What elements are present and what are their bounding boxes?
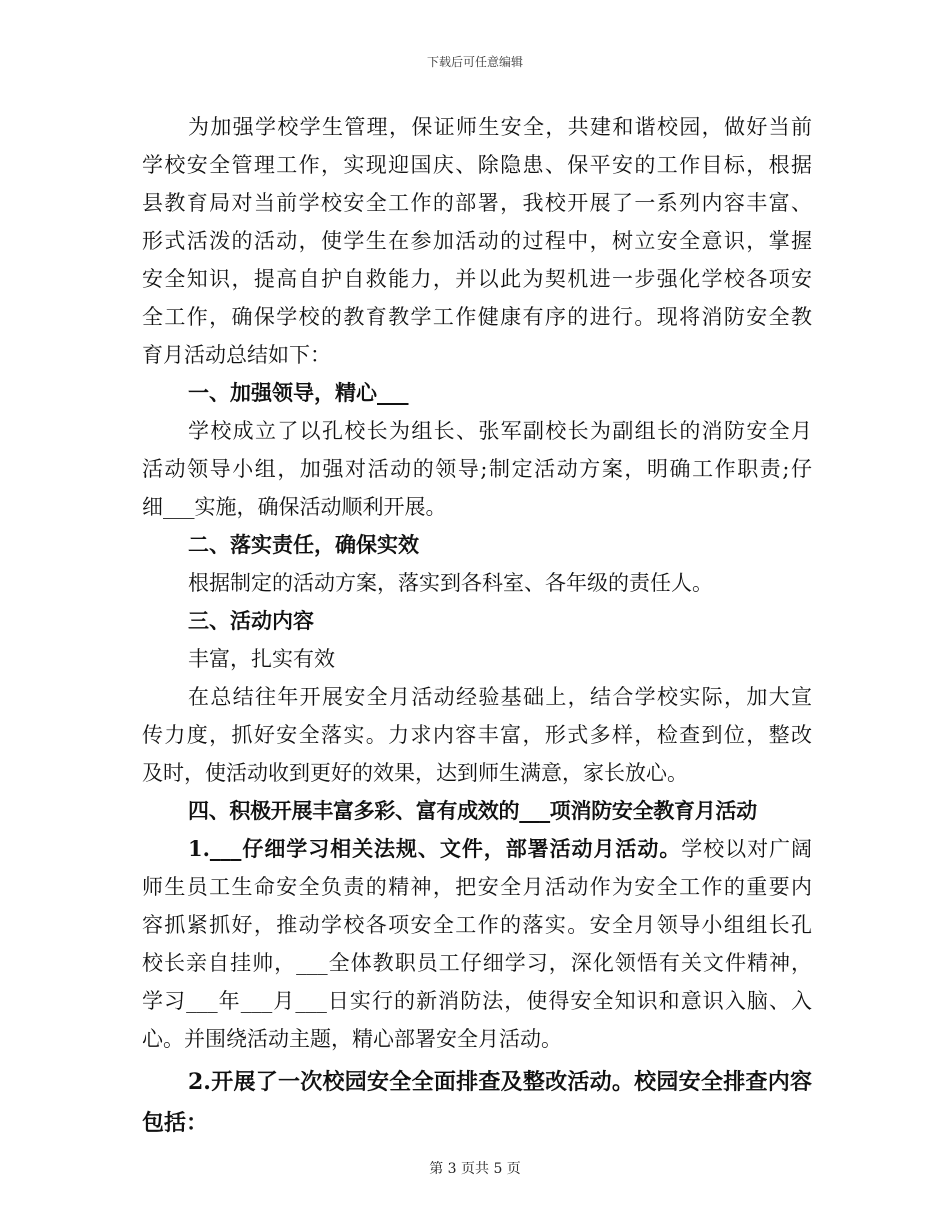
page-footer: 第 3 页共 5 页 (429, 1161, 521, 1177)
paragraph-line: 学习___年___月___日实行的新消防法，使得安全知识和意识入脑、入 (142, 989, 812, 1013)
paragraph-text: 学校以对广阔 (681, 837, 812, 861)
paragraph-line: 活动领导小组，加强对活动的领导;制定活动方案，明确工作职责;仔 (142, 457, 812, 481)
subsection-heading: 2.开展了一次校园安全全面排查及整改活动。校园安全排查内容 (188, 1069, 812, 1095)
paragraph-line: 根据制定的活动方案，落实到各科室、各年级的责任人。 (188, 571, 713, 595)
paragraph-line: 安全知识，提高自护自救能力，并以此为契机进一步强化学校各项安 (142, 267, 812, 291)
paragraph-line: 容抓紧抓好，推动学校各项安全工作的落实。安全月领导小组组长孔 (142, 913, 812, 937)
paragraph-line: 丰富，扎实有效 (188, 647, 335, 671)
section-heading: 一、加强领导，精心___ (188, 380, 409, 405)
paragraph-line (142, 830, 812, 868)
paragraph-line: 校长亲自挂帅，___全体教职员工仔细学习，深化领悟有关文件精神， (142, 951, 812, 975)
paragraph-line: 形式活泼的活动，使学生在参加活动的过程中，树立安全意识，掌握 (142, 229, 812, 253)
paragraph-line: 细___实施，确保活动顺利开展。 (142, 495, 447, 519)
paragraph-line: 传力度，抓好安全落实。力求内容丰富，形式多样，检查到位，整改 (142, 723, 812, 747)
document-body (142, 108, 812, 1144)
section-heading: 二、落实责任，确保实效 (188, 532, 419, 557)
subsection-heading: 1.___仔细学习相关法规、文件，部署活动月活动。 (188, 836, 682, 861)
section-heading: 三、活动内容 (188, 608, 314, 633)
paragraph-line: 全工作，确保学校的教育教学工作健康有序的进行。现将消防安全教 (142, 305, 812, 329)
page-header: 下载后可任意编辑 (426, 55, 523, 69)
paragraph-line: 在总结往年开展安全月活动经验基础上，结合学校实际，加大宣 (188, 685, 812, 709)
paragraph-line: 育月活动总结如下： (142, 343, 331, 367)
paragraph-line: 为加强学校学生管理，保证师生安全，共建和谐校园，做好当前 (188, 115, 812, 139)
paragraph-line: 学校安全管理工作，实现迎国庆、除隐患、保平安的工作目标，根据 (142, 153, 812, 177)
section-heading: 四、积极开展丰富多彩、富有成效的___项消防安全教育月活动 (188, 798, 757, 823)
paragraph-line: 及时，使活动收到更好的效果，达到师生满意，家长放心。 (142, 761, 688, 785)
paragraph-line: 心。并围绕活动主题，精心部署安全月活动。 (142, 1027, 562, 1051)
subsection-heading: 包括： (142, 1110, 209, 1136)
paragraph-line: 师生员工生命安全负责的精神，把安全月活动作为安全工作的重要内 (142, 875, 812, 899)
paragraph-line: 县教育局对当前学校安全工作的部署，我校开展了一系列内容丰富、 (142, 191, 812, 215)
paragraph-line: 学校成立了以孔校长为组长、张军副校长为副组长的消防安全月 (188, 419, 812, 443)
